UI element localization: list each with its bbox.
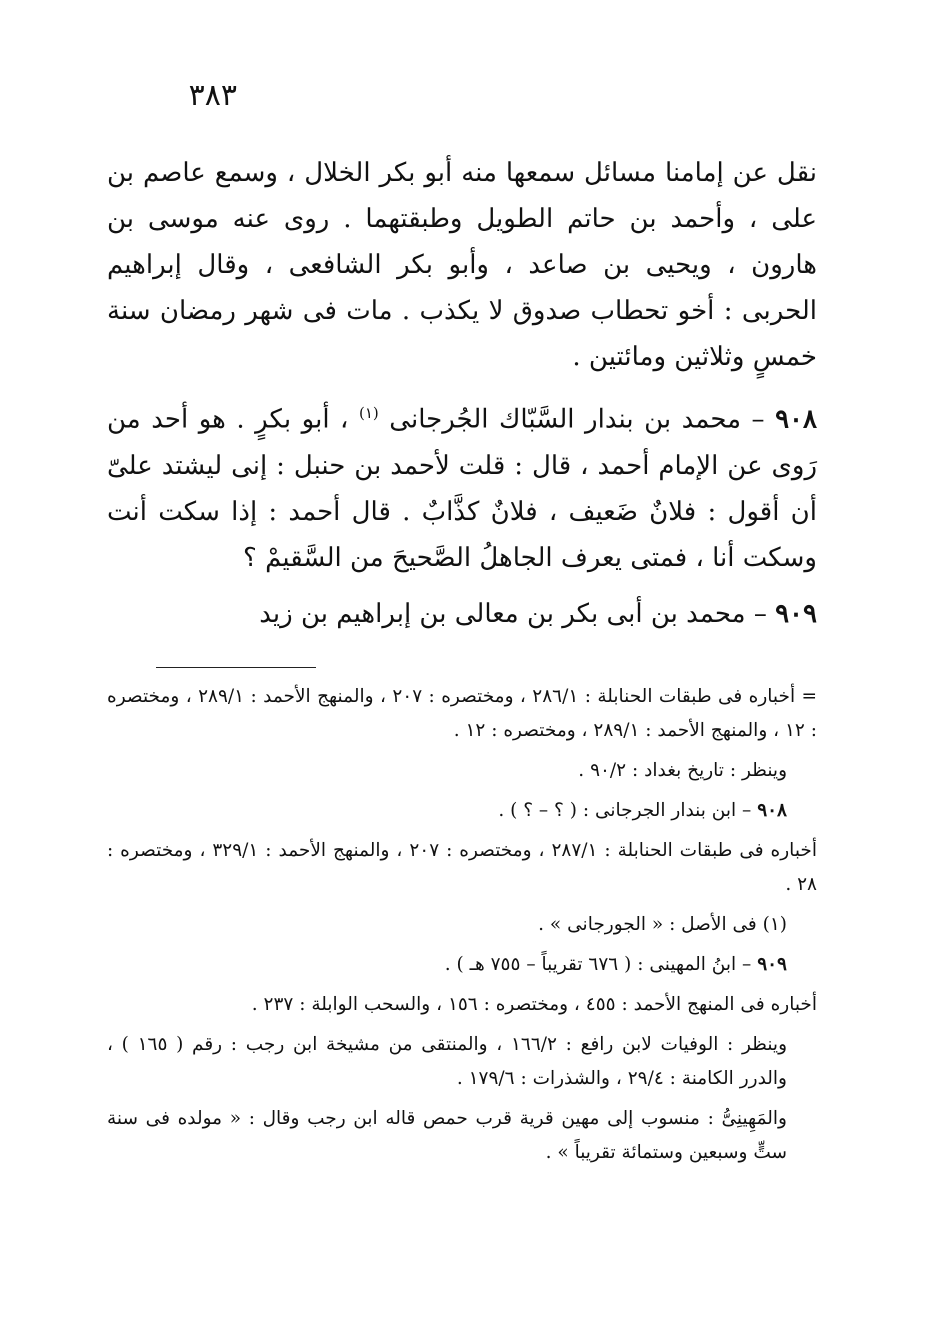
footnote-note: (١) فى الأصل : « الجورجانى » . bbox=[538, 914, 787, 935]
footnote-reference: (١) bbox=[358, 404, 379, 422]
footnotes bbox=[107, 680, 817, 1176]
footnote-text: = أخباره فى طبقات الحنابلة : ٢٨٦/١ ، ومختصره : ٢٠٧ ، والمنهج الأحمد : ٢٨٩/١ ، ومختصره : ١٢ ، والمنهج الأحمد : ٢٨٩/١ ، ومختصره : ١٢ . bbox=[107, 686, 817, 741]
main-text bbox=[107, 150, 817, 645]
footnote-text: أخباره فى المنهج الأحمد : ٤٥٥ ، ومختصره : ١٥٦ ، والسحب الوابلة : ٢٣٧ . bbox=[251, 994, 817, 1015]
paragraph-continuation: نقل عن إمامنا مسائل سمعها منه أبو بكر الخلال ، وسمع عاصم بن على ، وأحمد بن حاتم الطويل وطبقتهما . روى عنه موسى بن هارون ، ويحيى بن صاعد ، وأبو بكر الشافعى ، وقال إبراهيم الحربى : أخو تحطاب صدوق لا يكذب . مات فى شهر رمضان سنة خمسٍ وثلاثين ومائتين . bbox=[107, 158, 817, 372]
entry-908 bbox=[107, 390, 817, 581]
entry-number: ٩٠٩ bbox=[775, 598, 817, 629]
footnote-entry-number: ٩٠٩ bbox=[757, 954, 787, 975]
page-number: ٣٨٣ bbox=[188, 78, 237, 113]
footnote-text: والمَهِينِىُّ : منسوب إلى مهين قرية قرب حمص قاله ابن رجب وقال : « مولده فى سنة ستٍّ وسبعين وستمائة تقريباً » . bbox=[107, 1108, 787, 1163]
footnote-text: أخباره فى طبقات الحنابلة : ٢٨٧/١ ، ومختصره : ٢٠٧ ، والمنهج الأحمد : ٣٢٩/١ ، ومختصره : ٢٨ . bbox=[107, 840, 817, 895]
footnote-entry-908 bbox=[107, 794, 817, 828]
footnote-entry-heading: – ابن بندار الجرجانى : ( ؟ – ؟ ) . bbox=[498, 800, 752, 821]
entry-909 bbox=[107, 591, 817, 637]
footnote-text: وينظر : الوفيات لابن رافع : ١٦٦/٢ ، والمنتقى من مشيخة ابن رجب : رقم ( ١٦٥ ) ، والدرر الكامنة : ٢٩/٤ ، والشذرات : ١٧٩/٦ . bbox=[107, 1034, 788, 1089]
footnote-entry-heading: – ابنُ المهينى : ( ٦٧٦ تقريباً – ٧٥٥ هـ ) . bbox=[444, 954, 752, 975]
entry-kunya: ، أبو بكرٍ . bbox=[236, 404, 349, 435]
entry-heading: – محمد بن بندار السَّبّاك الجُرجانى bbox=[389, 404, 765, 435]
entry-body: هو أحد من رَوى عن الإمام أحمد ، قال : قلت لأحمد بن حنبل : إنى ليشتد علىّ أن أقول : فلانٌ ضَعيف ، فلانٌ كذَّابٌ . قال أحمد : إذا سكت أنت وسكت أنا ، فمتى يعرف الجاهلُ الصَّحيحَ من السَّقيمْ ؟ bbox=[107, 404, 817, 573]
footnote-entry-909 bbox=[107, 948, 817, 982]
footnote-divider bbox=[156, 667, 316, 668]
footnote-entry-number: ٩٠٨ bbox=[757, 800, 787, 821]
entry-number: ٩٠٨ bbox=[775, 404, 817, 435]
footnote-text: وينظر : تاريخ بغداد : ٩٠/٢ . bbox=[578, 760, 787, 781]
entry-heading: – محمد بن أبى بكر بن معالى بن إبراهيم بن زيد bbox=[259, 598, 767, 629]
